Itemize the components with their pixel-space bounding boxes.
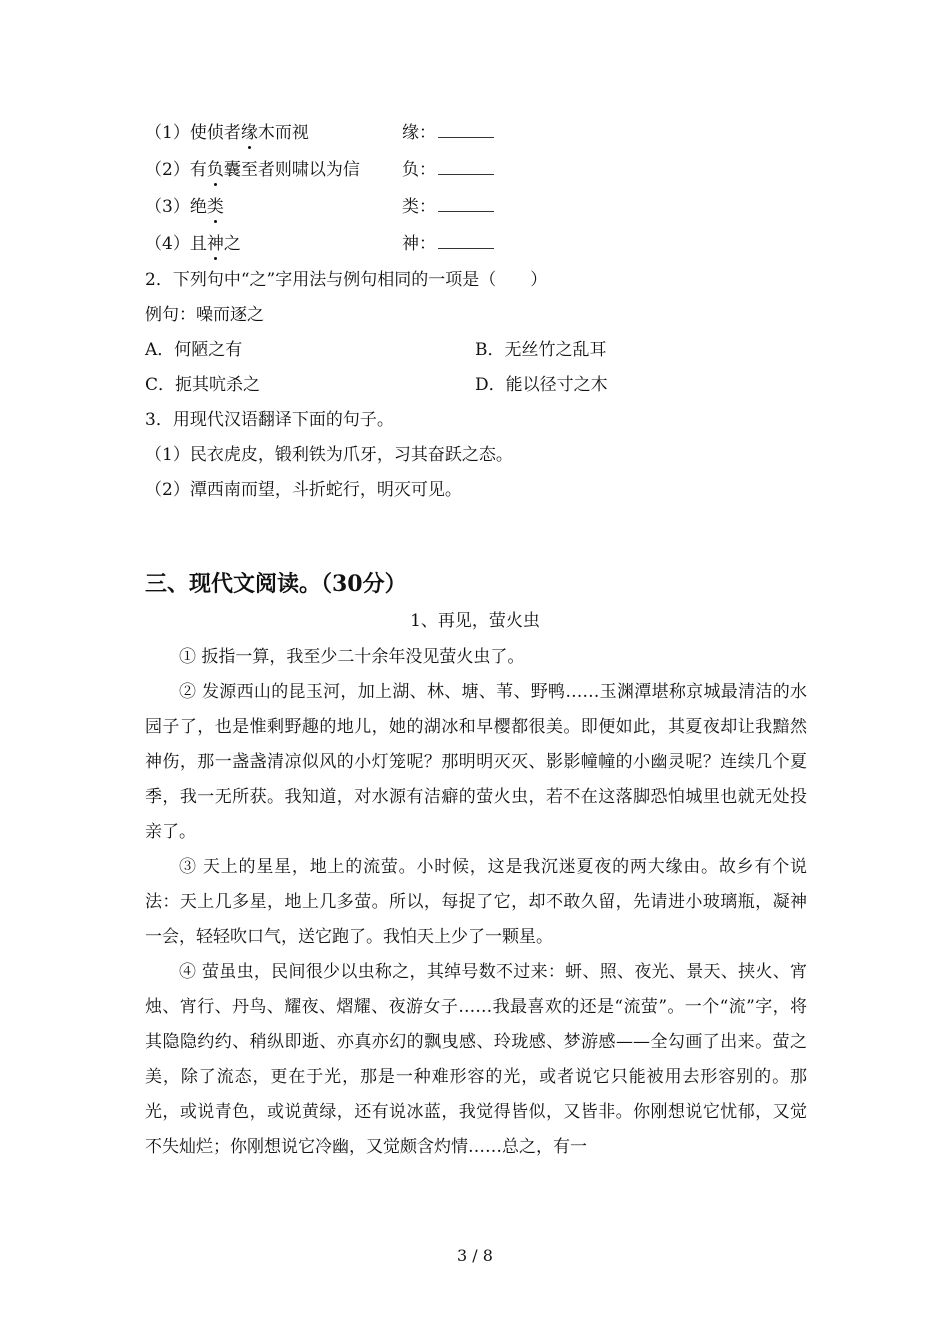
article-paragraph: ③ 天上的星星，地上的流萤。小时候，这是我沉迷夏夜的两大缘由。故乡有个说法：天上几多星，地上几多萤。所以，每捉了它，却不敢久留，先请进小玻璃瓶，凝神一会，轻轻吹口气，送它跑了。我怕天上少了一颗星。 — [145, 857, 807, 947]
translate-item: （2）潭西南而望，斗折蛇行，明灭可见。 — [145, 480, 462, 500]
option-d[interactable]: D．能以径寸之木 — [475, 375, 608, 395]
vocab-question: （4）且神之 — [145, 234, 241, 254]
option-c[interactable]: C．扼其吭杀之 — [145, 375, 261, 395]
example-sentence: 例句：噪而逐之 — [145, 305, 264, 325]
vocab-question: （3）绝类 — [145, 197, 224, 217]
vocab-answer: 类： — [402, 196, 494, 218]
answer-blank[interactable] — [438, 196, 494, 212]
article-title: 1、再见，萤火虫 — [410, 611, 540, 631]
vocab-answer: 负： — [402, 159, 494, 181]
emphasis-dot-char: 类 — [206, 197, 224, 217]
vocab-answer: 神： — [402, 233, 494, 255]
option-a[interactable]: A．何陋之有 — [145, 340, 243, 360]
vocab-row — [145, 159, 565, 183]
emphasis-dot-char: 负 — [206, 160, 224, 180]
option-b[interactable]: B．无丝竹之乱耳 — [475, 340, 607, 360]
page-number: 3 / 8 — [457, 1246, 493, 1265]
answer-blank[interactable] — [438, 122, 494, 138]
vocab-row — [145, 233, 565, 257]
vocab-row — [145, 122, 565, 146]
vocab-row — [145, 196, 565, 220]
emphasis-dot-char: 缘 — [240, 123, 258, 143]
emphasis-dot-char: 神 — [206, 234, 224, 254]
answer-blank[interactable] — [438, 159, 494, 175]
answer-blank[interactable] — [438, 233, 494, 249]
article-paragraph: ① 扳指一算，我至少二十余年没见萤火虫了。 — [179, 647, 525, 667]
vocab-answer: 缘： — [402, 122, 494, 144]
translate-item: （1）民衣虎皮，锻利铁为爪牙，习其奋跃之态。 — [145, 445, 513, 465]
article-paragraph: ④ 萤虽虫，民间很少以虫称之，其绰号数不过来：蚈、照、夜光、景天、挟火、宵烛、宵行、丹鸟、耀夜、熠耀、夜游女子……我最喜欢的还是“流萤”。一个“流”字，将其隐隐约约、稍纵即逝、亦真亦幻的飘曳感、玲珑感、梦游感——全勾画了出来。萤之美，除了流态，更在于光，那是一种难形容的光，或者说它只能被用去形容别的。那光，或说青色，或说黄绿，还有说冰蓝，我觉得皆似，又皆非。你刚想说它忧郁，又觉不失灿烂；你刚想说它冷幽，又觉颇含灼情……总之，有一 — [145, 962, 807, 1157]
question-2: 2．下列句中“之”字用法与例句相同的一项是（ ） — [145, 270, 548, 290]
vocab-question: （2）有负囊至者则啸以为信 — [145, 160, 360, 180]
section-title: 三、现代文阅读。（30分） — [145, 571, 407, 597]
article-paragraph: ② 发源西山的昆玉河，加上湖、林、塘、苇、野鸭……玉渊潭堪称京城最清洁的水园子了，也是惟剩野趣的地儿，她的湖冰和早樱都很美。即便如此，其夏夜却让我黯然神伤，那一盏盏清凉似风的小灯笼呢？那明明灭灭、影影幢幢的小幽灵呢？连续几个夏季，我一无所获。我知道，对水源有洁癖的萤火虫，若不在这落脚恐怕城里也就无处投亲了。 — [145, 682, 807, 842]
question-3: 3．用现代汉语翻译下面的句子。 — [145, 410, 394, 430]
vocab-question: （1）使侦者缘木而视 — [145, 123, 309, 143]
